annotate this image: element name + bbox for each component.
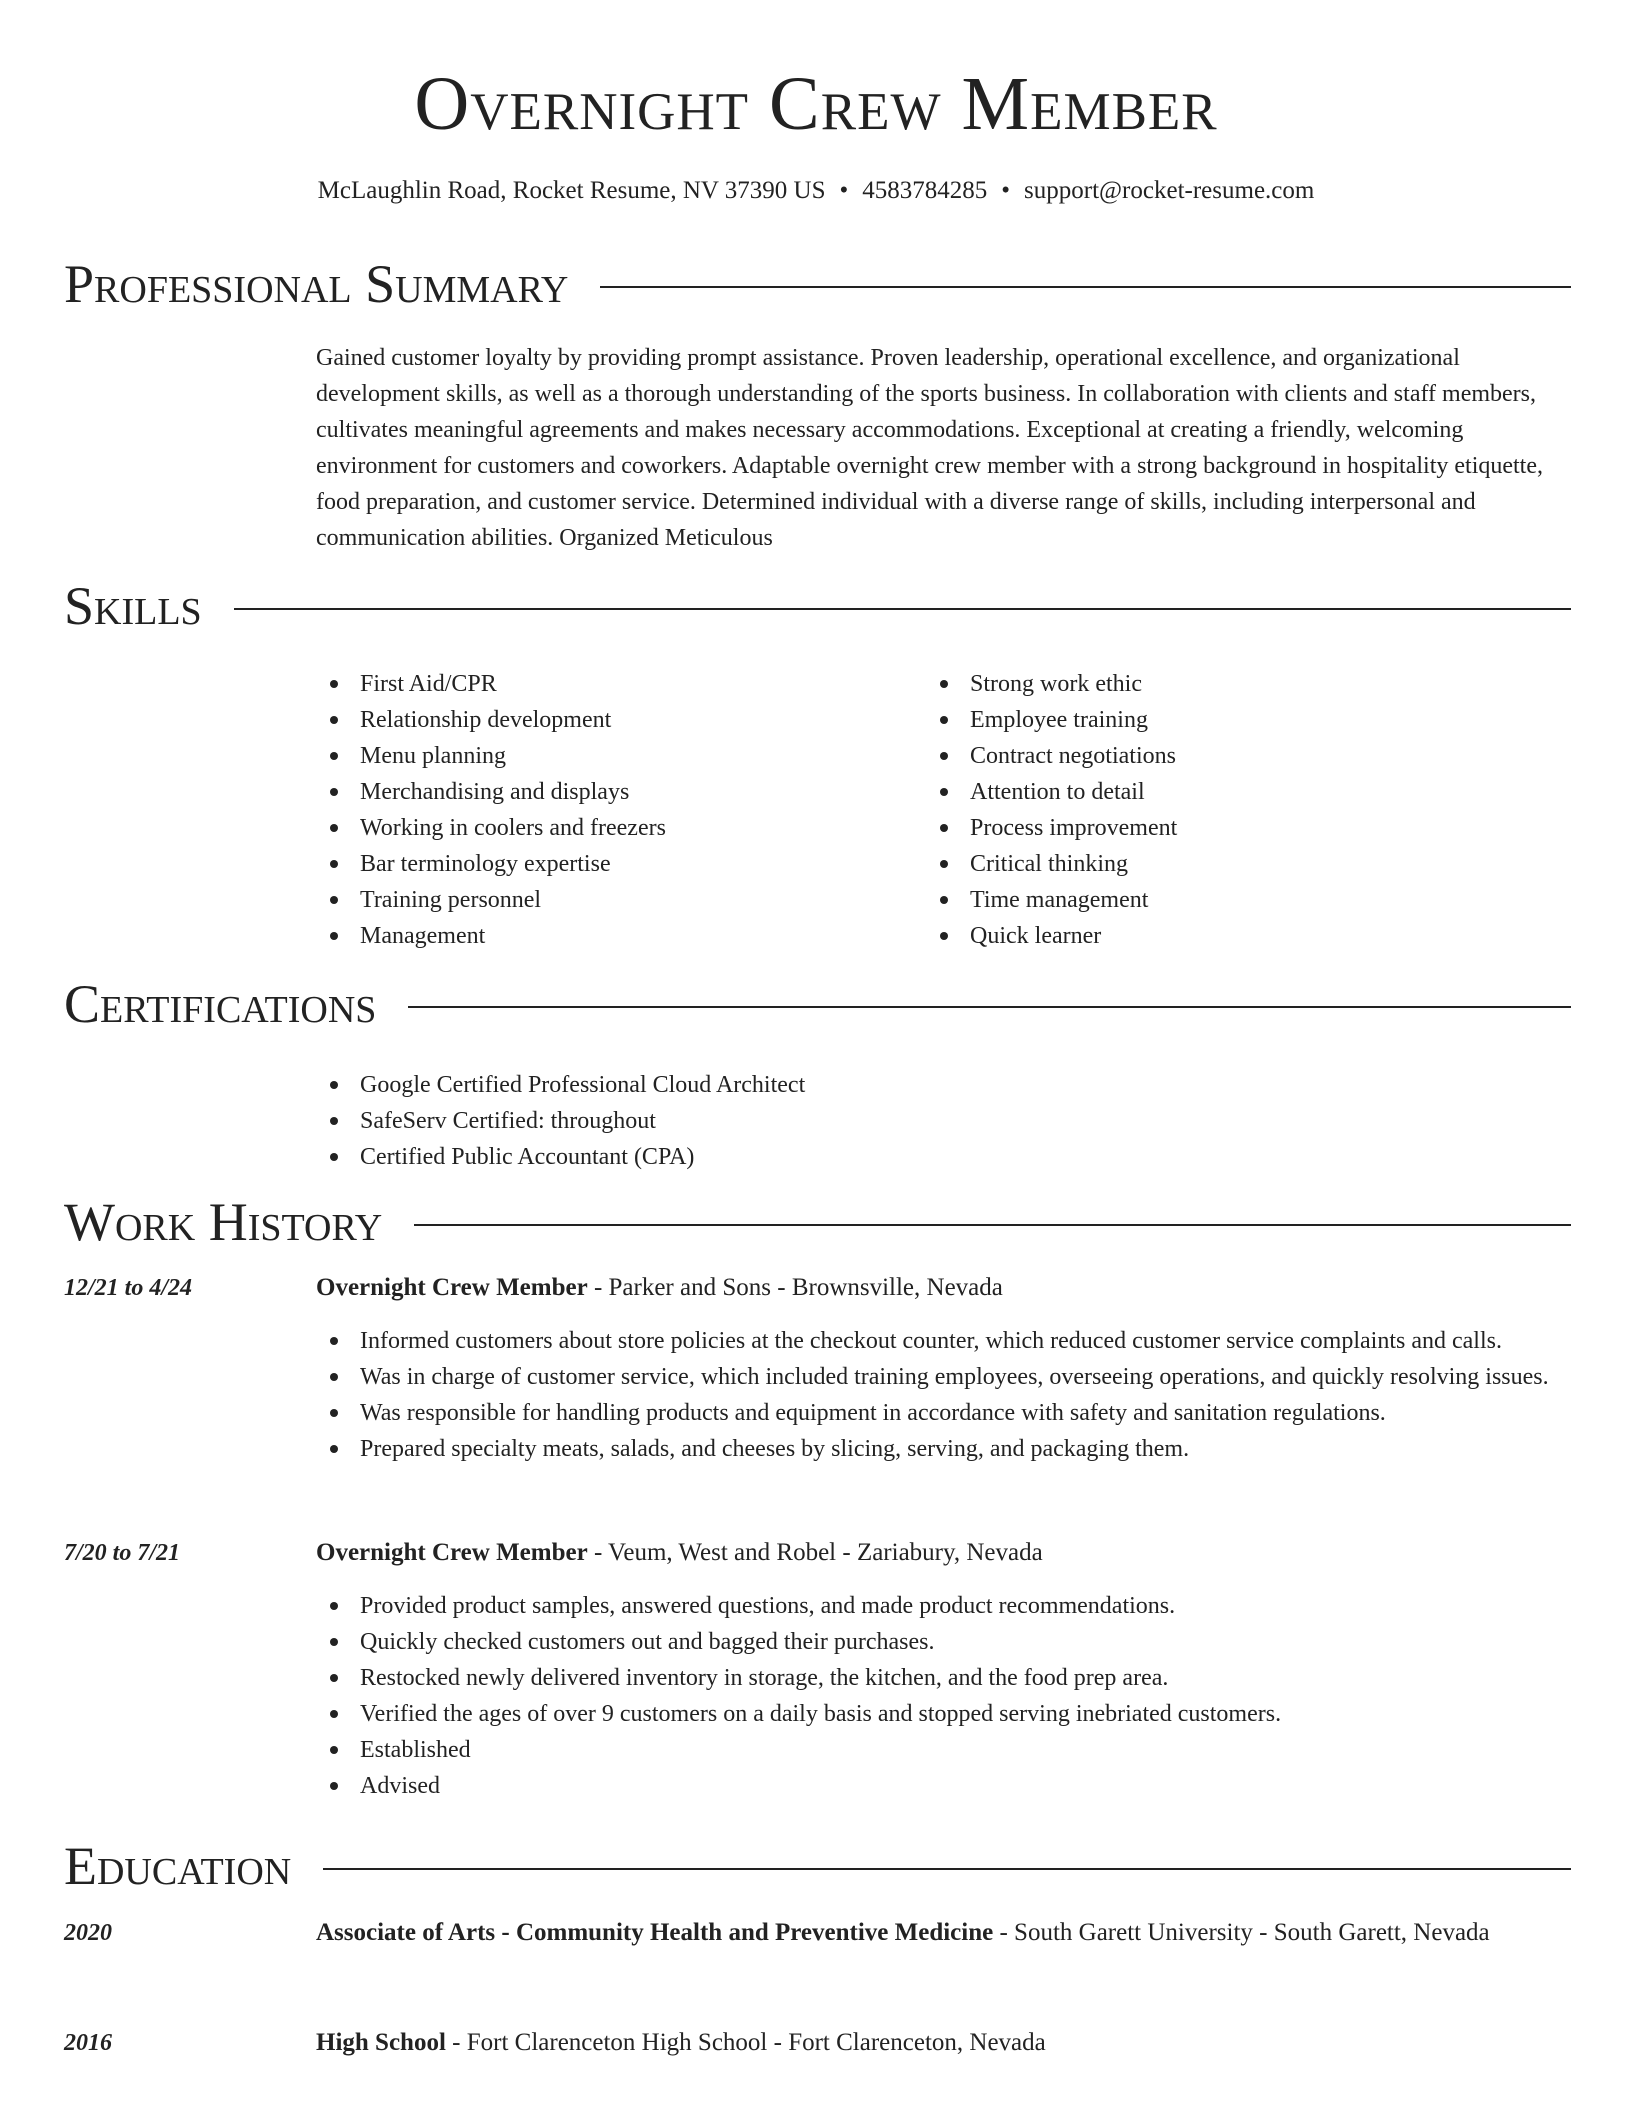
skill-label: Training personnel bbox=[360, 887, 542, 913]
job-duty-text: Informed customers about store policies at the checkout counter, which reduced customer service complaints and calls. bbox=[360, 1328, 1502, 1354]
job-duty-item bbox=[316, 1696, 1571, 1732]
education-year: 2020 bbox=[64, 1920, 112, 1946]
skills-column-left bbox=[316, 666, 876, 954]
skill-item bbox=[316, 666, 876, 702]
job-duty-item bbox=[316, 1395, 1571, 1431]
job-duty-item bbox=[316, 1768, 1571, 1804]
bullet-icon bbox=[330, 716, 338, 724]
section-title-skills: Skills bbox=[64, 576, 202, 636]
skills-column-right bbox=[926, 666, 1486, 954]
bullet-icon bbox=[940, 680, 948, 688]
bullet-icon bbox=[330, 1782, 338, 1790]
bullet-icon bbox=[330, 1081, 338, 1089]
section-header-work-history bbox=[64, 1190, 1571, 1254]
bullet-icon bbox=[940, 824, 948, 832]
job-header bbox=[316, 1535, 1571, 1571]
section-title-education: Education bbox=[64, 1836, 292, 1896]
section-title-work-history: Work History bbox=[64, 1192, 383, 1252]
bullet-icon bbox=[330, 680, 338, 688]
job-duty-text: Provided product samples, answered questions, and made product recommendations. bbox=[360, 1593, 1176, 1619]
skill-label: Bar terminology expertise bbox=[360, 851, 611, 877]
job-duty-item bbox=[316, 1588, 1571, 1624]
skill-item bbox=[926, 666, 1486, 702]
skill-item bbox=[926, 882, 1486, 918]
bullet-icon bbox=[330, 1602, 338, 1610]
job-duty-item bbox=[316, 1624, 1571, 1660]
job-employer-location: - Parker and Sons - Brownsville, Nevada bbox=[587, 1274, 1003, 1301]
skill-item bbox=[926, 774, 1486, 810]
skill-item bbox=[316, 810, 876, 846]
job-duty-text: Was in charge of customer service, which included training employees, overseeing operations, and quickly resolving issues. bbox=[360, 1364, 1549, 1390]
bullet-icon bbox=[330, 1746, 338, 1754]
job-header bbox=[316, 1270, 1571, 1306]
bullet-icon bbox=[330, 1638, 338, 1646]
skill-item bbox=[926, 738, 1486, 774]
skill-label: Contract negotiations bbox=[970, 743, 1176, 769]
job-dates: 7/20 to 7/21 bbox=[64, 1540, 181, 1566]
education-entry bbox=[316, 1915, 1571, 1951]
bullet-icon bbox=[330, 1373, 338, 1381]
skill-label: First Aid/CPR bbox=[360, 671, 497, 697]
job-duty-text: Established bbox=[360, 1737, 471, 1763]
certification-item bbox=[316, 1103, 1571, 1139]
skill-item bbox=[316, 774, 876, 810]
bullet-icon bbox=[330, 932, 338, 940]
section-divider bbox=[408, 1006, 1571, 1008]
education-school-location: - Fort Clarenceton High School - Fort Clarenceton, Nevada bbox=[445, 2029, 1046, 2056]
education-degree: Associate of Arts - Community Health and Preventive Medicine bbox=[316, 1919, 994, 1946]
skill-label: Merchandising and displays bbox=[360, 779, 630, 805]
skills-list-right bbox=[926, 666, 1486, 954]
contact-phone: 4583784285 bbox=[862, 177, 988, 204]
bullet-icon bbox=[940, 788, 948, 796]
bullet-icon bbox=[330, 1674, 338, 1682]
education-entry bbox=[316, 2025, 1571, 2061]
job-duty-item bbox=[316, 1732, 1571, 1768]
skill-item bbox=[316, 738, 876, 774]
section-title-summary: Professional Summary bbox=[64, 254, 569, 314]
bullet-icon bbox=[330, 788, 338, 796]
job-title: Overnight Crew Member bbox=[316, 1274, 588, 1301]
contact-separator: • bbox=[839, 177, 849, 204]
skills-list-left bbox=[316, 666, 876, 954]
skill-label: Management bbox=[360, 923, 486, 949]
skill-item bbox=[316, 882, 876, 918]
skill-item bbox=[926, 702, 1486, 738]
section-header-certifications bbox=[64, 972, 1571, 1036]
certifications-list bbox=[316, 1067, 1571, 1175]
certification-label: Certified Public Accountant (CPA) bbox=[360, 1144, 695, 1170]
section-title-certifications: Certifications bbox=[64, 974, 377, 1034]
bullet-icon bbox=[940, 860, 948, 868]
bullet-icon bbox=[330, 1153, 338, 1161]
job-duty-text: Advised bbox=[360, 1773, 440, 1799]
candidate-name: Overnight Crew Member bbox=[414, 62, 1218, 146]
skill-label: Quick learner bbox=[970, 923, 1102, 949]
job-duty-text: Restocked newly delivered inventory in storage, the kitchen, and the food prep area. bbox=[360, 1665, 1169, 1691]
section-divider bbox=[234, 608, 1571, 610]
bullet-icon bbox=[330, 1710, 338, 1718]
summary-text: Gained customer loyalty by providing prompt assistance. Proven leadership, operational excellence, and organizational development skills, as well as a thorough understanding of the sports business. In collaboration with clients and staff members, cultivates meaningful agreements and makes necessary accommodations. Exceptional at creating a friendly, welcoming environment for customers and coworkers. Adaptable overnight crew member with a strong background in hospitality etiquette, food preparation, and customer service. Determined individual with a diverse range of skills, including interpersonal and communication abilities. Organized Meticulous bbox=[316, 345, 1543, 551]
bullet-icon bbox=[940, 896, 948, 904]
contact-email[interactable]: support@rocket-resume.com bbox=[1024, 177, 1315, 204]
contact-address: McLaughlin Road, Rocket Resume, NV 37390 US bbox=[317, 177, 826, 204]
job-duty-text: Was responsible for handling products and equipment in accordance with safety and sanitation regulations. bbox=[360, 1400, 1386, 1426]
skill-item bbox=[316, 702, 876, 738]
bullet-icon bbox=[330, 896, 338, 904]
bullet-icon bbox=[330, 752, 338, 760]
job-dates: 12/21 to 4/24 bbox=[64, 1275, 193, 1301]
skill-item bbox=[316, 846, 876, 882]
job-title: Overnight Crew Member bbox=[316, 1539, 588, 1566]
skill-label: Strong work ethic bbox=[970, 671, 1142, 697]
bullet-icon bbox=[330, 1117, 338, 1125]
education-school-location: - South Garett University - South Garett, Nevada bbox=[993, 1919, 1490, 1946]
job-duty-text: Prepared specialty meats, salads, and cheeses by slicing, serving, and packaging them. bbox=[360, 1436, 1190, 1462]
skill-label: Process improvement bbox=[970, 815, 1178, 841]
bullet-icon bbox=[940, 716, 948, 724]
education-year: 2016 bbox=[64, 2030, 112, 2056]
job-duty-item bbox=[316, 1431, 1571, 1467]
job-duties-list bbox=[316, 1323, 1571, 1467]
job-duty-item bbox=[316, 1323, 1571, 1359]
bullet-icon bbox=[330, 1337, 338, 1345]
section-header-summary bbox=[64, 252, 1571, 316]
certification-item bbox=[316, 1067, 1571, 1103]
job-employer-location: - Veum, West and Robel - Zariabury, Nevada bbox=[587, 1539, 1043, 1566]
job-duties bbox=[316, 1323, 1571, 1467]
skill-label: Relationship development bbox=[360, 707, 612, 733]
contact-line bbox=[0, 174, 1632, 208]
job-duty-item bbox=[316, 1359, 1571, 1395]
skill-item bbox=[926, 918, 1486, 954]
job-duty-item bbox=[316, 1660, 1571, 1696]
certification-label: SafeServ Certified: throughout bbox=[360, 1108, 656, 1134]
skill-label: Employee training bbox=[970, 707, 1148, 733]
skill-label: Attention to detail bbox=[970, 779, 1145, 805]
bullet-icon bbox=[940, 932, 948, 940]
skill-label: Working in coolers and freezers bbox=[360, 815, 666, 841]
skill-label: Time management bbox=[970, 887, 1149, 913]
section-header-education bbox=[64, 1834, 1571, 1898]
bullet-icon bbox=[330, 1445, 338, 1453]
job-duties bbox=[316, 1588, 1571, 1804]
section-divider bbox=[323, 1868, 1571, 1870]
bullet-icon bbox=[330, 1409, 338, 1417]
skill-item bbox=[316, 918, 876, 954]
job-duties-list bbox=[316, 1588, 1571, 1804]
skill-label: Menu planning bbox=[360, 743, 506, 769]
certifications-block bbox=[316, 1067, 1571, 1175]
education-degree: High School bbox=[316, 2029, 446, 2056]
skill-label: Critical thinking bbox=[970, 851, 1128, 877]
certification-item bbox=[316, 1139, 1571, 1175]
certification-label: Google Certified Professional Cloud Architect bbox=[360, 1072, 806, 1098]
section-divider bbox=[414, 1224, 1571, 1226]
skill-item bbox=[926, 846, 1486, 882]
section-divider bbox=[600, 286, 1571, 288]
job-duty-text: Verified the ages of over 9 customers on a daily basis and stopped serving inebriated customers. bbox=[360, 1701, 1282, 1727]
contact-separator: • bbox=[1001, 177, 1011, 204]
job-duty-text: Quickly checked customers out and bagged their purchases. bbox=[360, 1629, 935, 1655]
bullet-icon bbox=[330, 860, 338, 868]
section-header-skills bbox=[64, 574, 1571, 638]
bullet-icon bbox=[940, 752, 948, 760]
skill-item bbox=[926, 810, 1486, 846]
bullet-icon bbox=[330, 824, 338, 832]
